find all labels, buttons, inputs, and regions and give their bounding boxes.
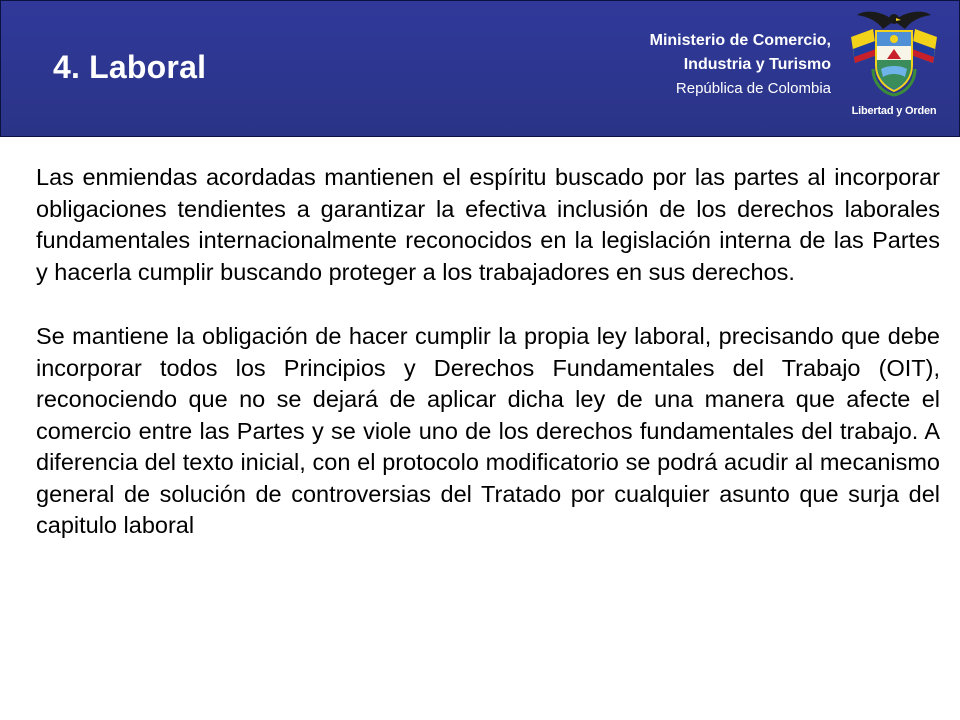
slide-title: 4. Laboral [53,49,207,85]
condor-shield-icon [843,7,945,103]
motto-text: Libertad y Orden [851,105,937,117]
ministry-line-2: Industria y Turismo [683,56,831,73]
ministry-line-3: República de Colombia [675,80,831,97]
header-banner [0,0,960,137]
ministry-name [650,29,831,101]
coat-of-arms-emblem [843,7,945,131]
slide-body [36,162,940,542]
ministry-line-1: Ministerio de Comercio, [649,32,831,49]
paragraph-labor-law: Se mantiene la obligación de hacer cumplir la propia ley laboral, precisando que debe incorporar todos los Principios y Derechos Fundamentales del Trabajo (OIT), reconociendo que no se dejará de aplicar dicha ley de una manera que afecte el comercio entre las Partes y se viole uno de los derechos fundamentales del trabajo. A diferencia del texto inicial, con el protocolo modificatorio se podrá acudir al mecanismo general de solución de controversias del Tratado por cualquier asunto que surja del capitulo laboral [36,323,940,538]
paragraph-amendments: Las enmiendas acordadas mantienen el espíritu buscado por las partes al incorporar obligaciones tendientes a garantizar la efectiva inclusión de los derechos laborales fundamentales internacionalmente reconocidos en la legislación interna de las Partes y hacerla cumplir buscando proteger a los trabajadores en sus derechos. [36,164,940,285]
